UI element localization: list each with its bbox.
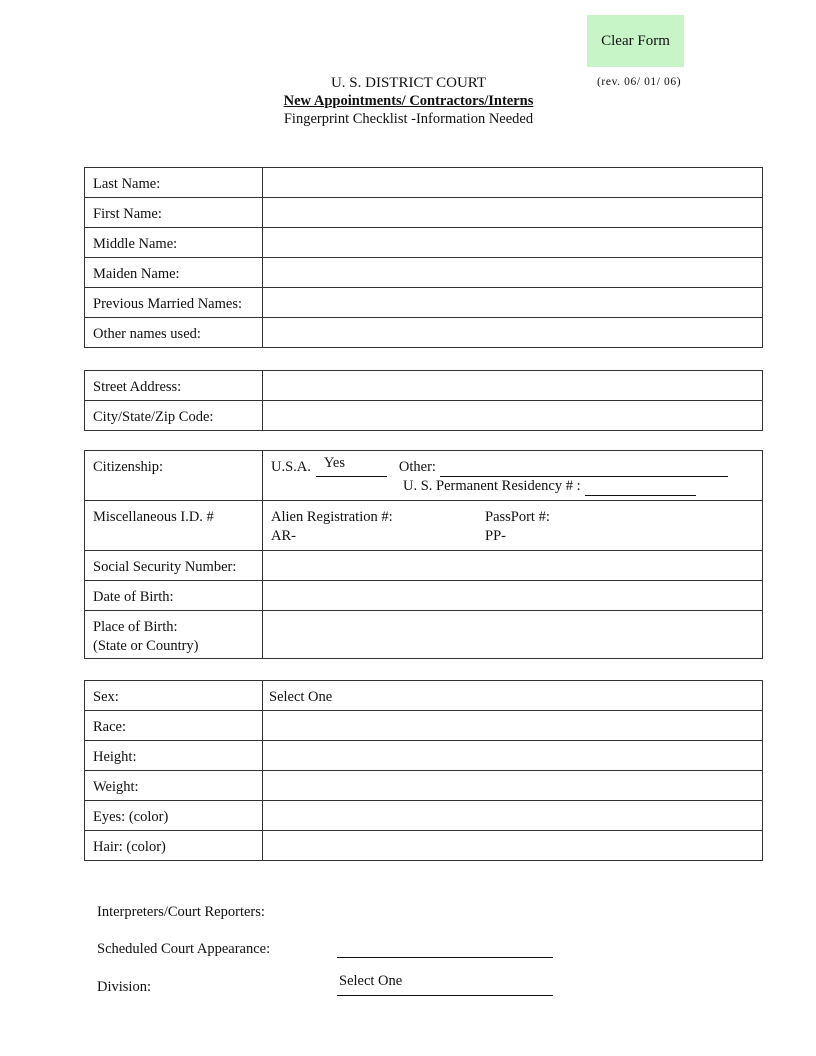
usa-label: U.S.A.: [271, 459, 311, 475]
previous-married-names-field[interactable]: [263, 288, 763, 318]
maiden-name-field[interactable]: [263, 258, 763, 288]
first-name-label: First Name:: [85, 198, 263, 228]
sex-label: Sex:: [85, 681, 263, 711]
place-of-birth-label-line2: (State or Country): [93, 638, 199, 654]
last-name-input[interactable]: [271, 175, 762, 197]
hair-color-label: Hair: (color): [85, 831, 263, 861]
first-name-field[interactable]: [263, 198, 763, 228]
form-header: [200, 74, 617, 128]
city-state-zip-input[interactable]: [271, 408, 762, 430]
usa-field[interactable]: [316, 455, 387, 477]
street-address-field[interactable]: [263, 371, 763, 401]
middle-name-field[interactable]: [263, 228, 763, 258]
alien-registration-field[interactable]: AR-: [271, 528, 296, 544]
eyes-color-field[interactable]: [263, 801, 763, 831]
court-title: U. S. DISTRICT COURT: [330, 75, 487, 91]
place-of-birth-label-line1: Place of Birth:: [93, 619, 178, 635]
misc-id-field: [263, 501, 763, 551]
hair-color-field[interactable]: [263, 831, 763, 861]
street-address-label: Street Address:: [85, 371, 263, 401]
passport-label: PassPort #:: [485, 509, 550, 525]
court-appearance-label: Scheduled Court Appearance:: [97, 941, 271, 957]
interpreters-label: Interpreters/Court Reporters:: [97, 904, 265, 920]
street-address-input[interactable]: [271, 378, 762, 400]
place-of-birth-field[interactable]: [263, 611, 763, 659]
identity-table: [84, 450, 763, 659]
date-of-birth-label: Date of Birth:: [85, 581, 263, 611]
first-name-input[interactable]: [271, 205, 762, 227]
court-appearance-field[interactable]: [337, 940, 553, 958]
race-input[interactable]: [271, 718, 762, 740]
height-label: Height:: [85, 741, 263, 771]
eyes-color-input[interactable]: [271, 808, 762, 830]
ssn-input[interactable]: [271, 558, 762, 580]
form-description: Fingerprint Checklist -Information Needed: [283, 111, 534, 127]
ssn-field[interactable]: [263, 551, 763, 581]
ssn-label: Social Security Number:: [85, 551, 263, 581]
last-name-field[interactable]: [263, 168, 763, 198]
division-value[interactable]: Select One: [339, 973, 403, 989]
weight-field[interactable]: [263, 771, 763, 801]
physical-table: [84, 680, 763, 861]
passport-field[interactable]: PP-: [485, 528, 506, 544]
city-state-zip-label: City/State/Zip Code:: [85, 401, 263, 431]
place-of-birth-input[interactable]: [271, 618, 762, 637]
hair-color-input[interactable]: [271, 838, 762, 860]
form-subtitle: New Appointments/ Contractors/Interns: [283, 93, 534, 109]
citizenship-line-2: [403, 477, 762, 496]
place-of-birth-label: [85, 611, 263, 659]
clear-form-button[interactable]: Clear Form: [587, 15, 684, 67]
previous-married-names-label: Previous Married Names:: [85, 288, 263, 318]
height-field[interactable]: [263, 741, 763, 771]
maiden-name-label: Maiden Name:: [85, 258, 263, 288]
other-citizenship-field[interactable]: [440, 460, 728, 477]
height-input[interactable]: [271, 748, 762, 770]
date-of-birth-field[interactable]: [263, 581, 763, 611]
other-names-field[interactable]: [263, 318, 763, 348]
weight-input[interactable]: [271, 778, 762, 800]
middle-name-input[interactable]: [271, 235, 762, 257]
other-names-input[interactable]: [271, 325, 762, 347]
address-table: [84, 370, 763, 431]
other-names-label: Other names used:: [85, 318, 263, 348]
citizenship-label: Citizenship:: [85, 451, 263, 501]
revision-date: (rev. 06/ 01/ 06): [597, 76, 682, 88]
other-citizenship-label: Other:: [398, 459, 436, 475]
citizenship-line-1: [271, 455, 762, 477]
citizenship-field: [263, 451, 763, 501]
permanent-residency-label: U. S. Permanent Residency # :: [403, 478, 581, 494]
date-of-birth-input[interactable]: [271, 588, 762, 610]
middle-name-label: Middle Name:: [85, 228, 263, 258]
weight-label: Weight:: [85, 771, 263, 801]
maiden-name-input[interactable]: [271, 265, 762, 287]
division-select[interactable]: [337, 973, 553, 996]
usa-value[interactable]: Yes: [323, 455, 345, 471]
eyes-color-label: Eyes: (color): [85, 801, 263, 831]
alien-registration-label: Alien Registration #:: [271, 509, 393, 525]
race-label: Race:: [85, 711, 263, 741]
permanent-residency-field[interactable]: [585, 479, 696, 496]
last-name-label: Last Name:: [85, 168, 263, 198]
city-state-zip-field[interactable]: [263, 401, 763, 431]
names-table: [84, 167, 763, 348]
sex-select[interactable]: Select One: [263, 681, 763, 711]
division-label: Division:: [97, 979, 151, 995]
previous-married-names-input[interactable]: [271, 295, 762, 317]
race-field[interactable]: [263, 711, 763, 741]
misc-id-label: Miscellaneous I.D. #: [85, 501, 263, 551]
